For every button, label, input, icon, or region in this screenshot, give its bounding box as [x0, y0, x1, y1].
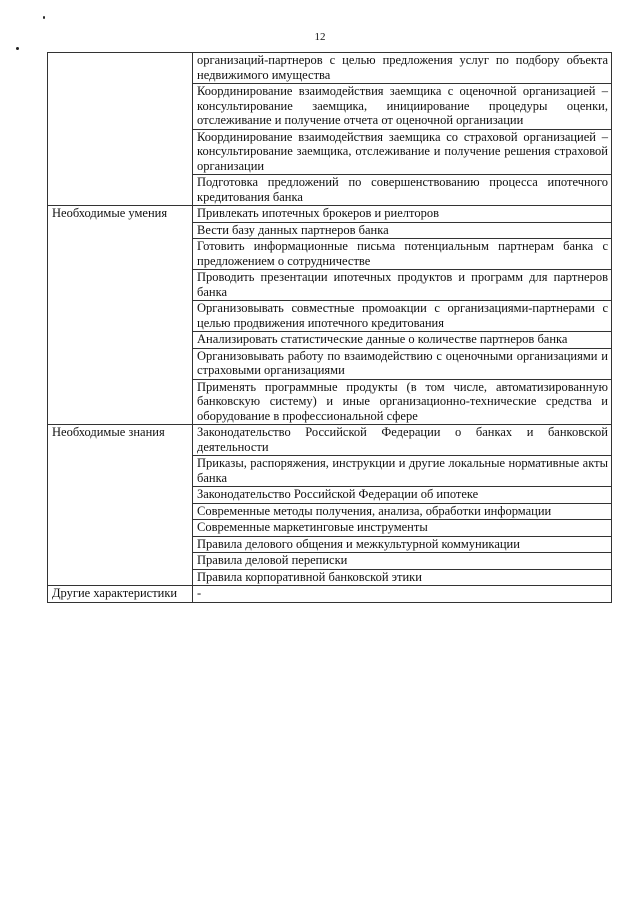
scan-speck — [16, 47, 19, 50]
row-item: Правила корпоративной банковской этики — [193, 569, 612, 586]
row-item: Правила делового общения и межкультурной коммуникации — [193, 536, 612, 553]
row-item: Готовить информационные письма потенциальным партнерам банка с предложением о сотрудничестве — [193, 239, 612, 270]
row-item: организаций-партнеров с целью предложения услуг по подбору объекта недвижимого имущества — [193, 53, 612, 84]
page-number: 12 — [314, 31, 326, 43]
qualification-table — [47, 52, 612, 603]
row-item: Современные методы получения, анализа, обработки информации — [193, 503, 612, 520]
row-item: Законодательство Российской Федерации об ипотеке — [193, 487, 612, 504]
row-item: Привлекать ипотечных брокеров и риелторов — [193, 206, 612, 223]
row-item: Организовывать совместные промоакции с организациями-партнерами с целью продвижения ипотечного кредитования — [193, 301, 612, 332]
table-row — [48, 206, 612, 223]
row-item: Применять программные продукты (в том числе, автоматизированную банковскую систему) и иные организационно-технические средства и оборудование в профессиональной сфере — [193, 379, 612, 425]
row-label — [48, 53, 193, 206]
row-label: Другие характеристики — [48, 586, 193, 603]
row-item: Правила деловой переписки — [193, 553, 612, 570]
row-item: Современные маркетинговые инструменты — [193, 520, 612, 537]
row-item: Анализировать статистические данные о количестве партнеров банка — [193, 332, 612, 349]
row-item: Организовывать работу по взаимодействию с оценочными организациями и страховыми организациями — [193, 348, 612, 379]
row-item: Проводить презентации ипотечных продуктов и программ для партнеров банка — [193, 270, 612, 301]
row-label: Необходимые знания — [48, 425, 193, 586]
row-item: Подготовка предложений по совершенствованию процесса ипотечного кредитования банка — [193, 175, 612, 206]
table-row — [48, 53, 612, 84]
row-item: Вести базу данных партнеров банка — [193, 222, 612, 239]
row-item: Законодательство Российской Федерации о банках и банковской деятельности — [193, 425, 612, 456]
scan-speck — [43, 16, 45, 19]
table-row — [48, 425, 612, 456]
row-item: Координирование взаимодействия заемщика со страховой организацией – консультирование заемщика, отслеживание и получение решения страховой организации — [193, 129, 612, 175]
row-label: Необходимые умения — [48, 206, 193, 425]
table-body — [48, 53, 612, 603]
table-row — [48, 586, 612, 603]
row-item: Приказы, распоряжения, инструкции и другие локальные нормативные акты банка — [193, 456, 612, 487]
row-item: - — [193, 586, 612, 603]
row-item: Координирование взаимодействия заемщика с оценочной организацией – консультирование заемщика, инициирование процедуры оценки, отслеживание и получение отчета от оценочной организации — [193, 84, 612, 130]
